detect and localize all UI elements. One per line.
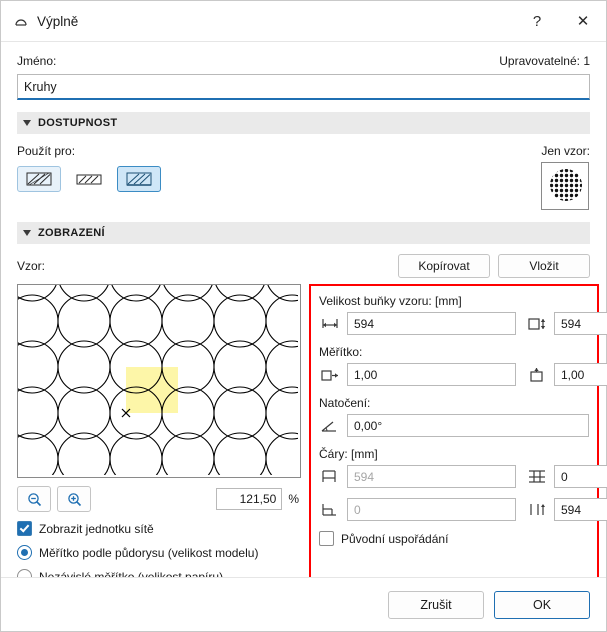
cover-fill-button[interactable] (67, 166, 111, 192)
cell-height-icon (526, 314, 548, 334)
rotation-angle-icon (319, 416, 341, 436)
scale-horizontal-input[interactable] (347, 363, 516, 386)
pattern-parameters-panel (309, 284, 599, 610)
cell-width-icon (319, 314, 341, 334)
cell-height-input[interactable] (554, 312, 607, 335)
show-grid-unit-row[interactable] (17, 521, 299, 536)
line-spacing-x-icon (526, 467, 548, 487)
pattern-label: Vzor: (17, 259, 46, 273)
original-layout-label: Původní uspořádání (341, 531, 449, 546)
section-display-header[interactable] (17, 222, 590, 244)
lines-fields-row2 (319, 498, 589, 521)
fill-type-buttons (17, 166, 161, 192)
rotation-group-label: Natočení: (319, 396, 371, 410)
name-label: Jméno: (17, 54, 57, 68)
ok-button[interactable]: OK (494, 591, 590, 619)
drafting-fill-button[interactable] (117, 166, 161, 192)
scale-vertical-input[interactable] (554, 363, 607, 386)
display-toolbar (17, 244, 590, 278)
line-spacing-x-input[interactable] (554, 465, 607, 488)
line-offset-x-icon (319, 467, 341, 487)
dialog-footer (1, 577, 606, 631)
lines-group-label: Čáry: [mm] (319, 447, 378, 461)
cell-size-label: Velikost buňky vzoru: [mm] (319, 294, 462, 308)
zoom-in-icon[interactable] (57, 486, 91, 512)
original-layout-checkbox[interactable] (319, 531, 334, 546)
window-controls (514, 1, 606, 41)
scale-model-radio[interactable] (17, 545, 32, 560)
zoom-controls (17, 486, 299, 512)
rotation-angle-input[interactable] (347, 414, 589, 437)
name-input[interactable] (17, 74, 590, 100)
cell-width-input[interactable] (347, 312, 516, 335)
section-availability-title: DOSTUPNOST (38, 117, 118, 129)
line-spacing-y-input[interactable] (554, 498, 607, 521)
show-grid-unit-checkbox[interactable] (17, 521, 32, 536)
dialog-body (1, 42, 606, 594)
title-bar (1, 1, 606, 42)
paste-button[interactable]: Vložit (498, 254, 590, 278)
availability-section (17, 134, 590, 210)
scale-model-row[interactable] (17, 545, 299, 560)
use-for-label: Použít pro: (17, 144, 76, 158)
pattern-canvas[interactable] (17, 284, 301, 478)
fill-pattern-icon (13, 13, 29, 29)
zoom-out-icon[interactable] (17, 486, 51, 512)
preview-label: Jen vzor: (541, 144, 590, 158)
line-offset-x-input[interactable] (347, 465, 516, 488)
help-button[interactable]: ? (532, 12, 542, 30)
cell-size-fields (319, 312, 589, 335)
line-spacing-y-icon (526, 500, 548, 520)
scale-model-label: Měřítko podle půdorysu (velikost modelu) (39, 545, 259, 560)
original-layout-row[interactable] (319, 531, 589, 546)
copy-button[interactable]: Kopírovat (398, 254, 490, 278)
cut-fill-button[interactable] (17, 166, 61, 192)
close-button[interactable]: ✕ (576, 13, 590, 30)
name-header-row (17, 42, 590, 68)
rotation-fields (319, 414, 589, 437)
line-offset-y-input[interactable] (347, 498, 516, 521)
show-grid-unit-label: Zobrazit jednotku sítě (39, 521, 154, 536)
line-offset-y-icon (319, 500, 341, 520)
pattern-preview-group (541, 144, 590, 210)
scale-fields (319, 363, 589, 386)
pattern-preview-thumbnail (541, 162, 589, 210)
editable-count-label: Upravovatelné: 1 (499, 54, 590, 68)
scale-vertical-icon (526, 365, 548, 385)
window-title: Výplně (37, 13, 79, 29)
scale-group-label: Měřítko: (319, 345, 363, 359)
lines-fields-row1 (319, 465, 589, 488)
section-availability-header[interactable] (17, 112, 590, 134)
zoom-value-field[interactable]: 121,50 (216, 488, 282, 510)
scale-horizontal-icon (319, 365, 341, 385)
chevron-down-icon (23, 230, 31, 236)
cancel-button[interactable]: Zrušit (388, 591, 484, 619)
section-display-title: ZOBRAZENÍ (38, 227, 105, 239)
pattern-column (17, 284, 299, 610)
chevron-down-icon (23, 120, 31, 126)
zoom-unit-label: % (288, 492, 299, 506)
display-main-area (17, 284, 590, 610)
